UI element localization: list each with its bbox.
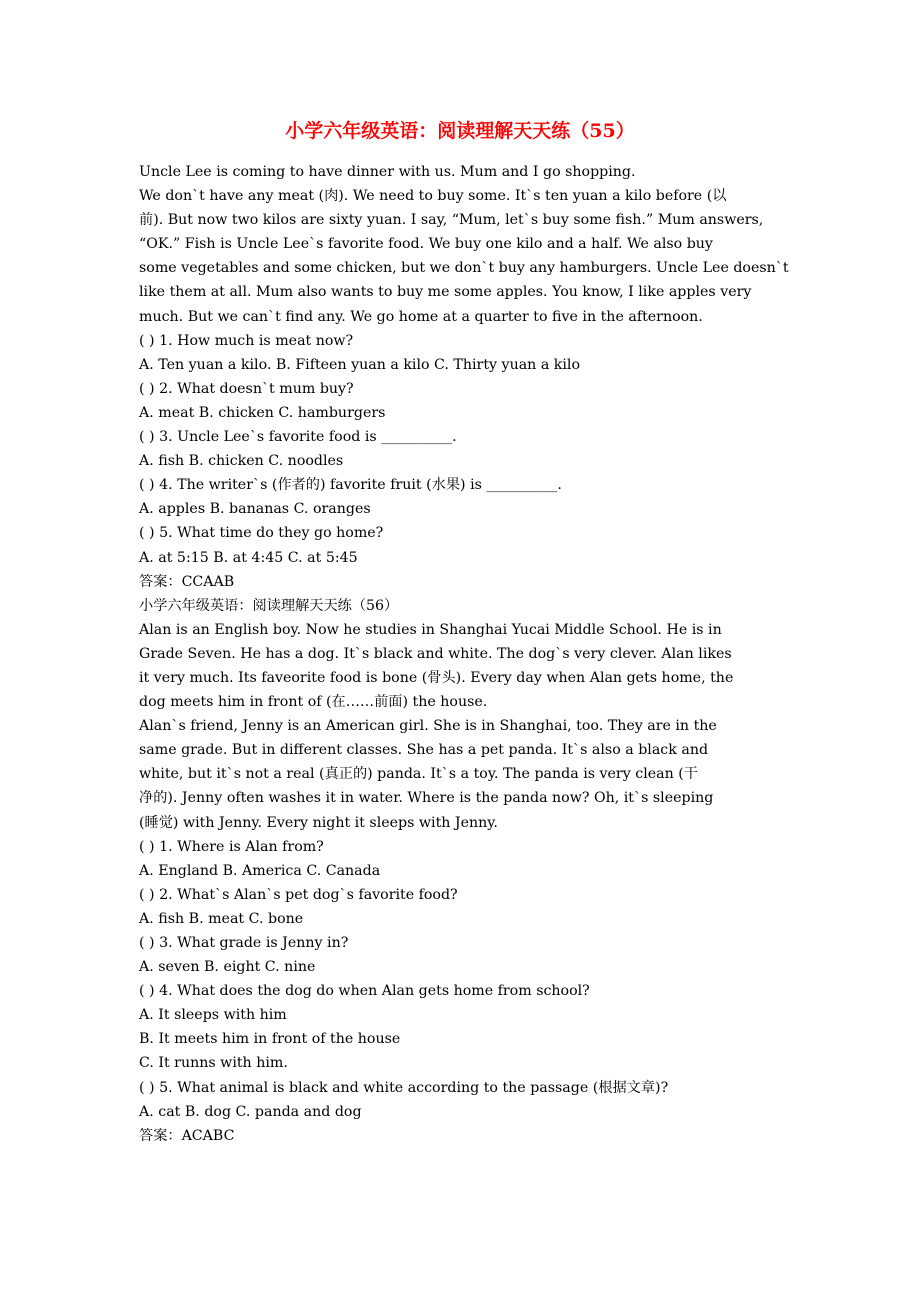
- options-line: C. It runns with him.: [139, 1055, 288, 1072]
- passage-line: (睡觉) with Jenny. Every night it sleeps with Jenny.: [139, 814, 498, 831]
- passage-line: white, but it`s not a real (真正的) panda. It`s a toy. The panda is very clean (干: [139, 766, 698, 783]
- options-line: A. at 5:15 B. at 4:45 C. at 5:45: [139, 549, 358, 566]
- passage-line: We don`t have any meat (肉). We need to buy some. It`s ten yuan a kilo before (以: [139, 188, 727, 205]
- options-line: A. England B. America C. Canada: [139, 862, 381, 879]
- answer-key-2: 答案：ACABC: [139, 1127, 235, 1144]
- passage-line: “OK.” Fish is Uncle Lee`s favorite food. We buy one kilo and a half. We also buy: [139, 236, 713, 253]
- passage-line: Alan is an English boy. Now he studies in Shanghai Yucai Middle School. He is in: [139, 621, 722, 638]
- passage-line: Uncle Lee is coming to have dinner with us. Mum and I go shopping.: [139, 164, 636, 180]
- options-line: A. It sleeps with him: [139, 1007, 287, 1024]
- question-line: ( ) 2. What doesn`t mum buy?: [139, 380, 354, 397]
- passage-line: like them at all. Mum also wants to buy me some apples. You know, I like apples very: [139, 284, 752, 301]
- passage-2: [139, 618, 859, 835]
- passage-line: some vegetables and some chicken, but we don`t buy any hamburgers. Uncle Lee doesn`t: [139, 260, 789, 277]
- questions-1: [139, 329, 859, 570]
- question-line: ( ) 4. What does the dog do when Alan gets home from school?: [139, 983, 590, 1000]
- answer-key-1: 答案：CCAAB: [139, 573, 235, 590]
- options-line: A. fish B. chicken C. noodles: [139, 453, 344, 470]
- options-line: A. meat B. chicken C. hamburgers: [139, 404, 386, 421]
- questions-2: [139, 835, 859, 1124]
- options-line: B. It meets him in front of the house: [139, 1031, 401, 1048]
- passage-line: much. But we can`t find any. We go home at a quarter to five in the afternoon.: [139, 308, 703, 325]
- page-title: 小学六年级英语：阅读理解天天练（55）: [285, 120, 635, 142]
- section-title-2: 小学六年级英语：阅读理解天天练（56）: [139, 597, 399, 614]
- options-line: A. fish B. meat C. bone: [139, 910, 304, 927]
- question-line: ( ) 2. What`s Alan`s pet dog`s favorite food?: [139, 886, 458, 903]
- passage-1: [139, 160, 859, 329]
- question-line: ( ) 3. Uncle Lee`s favorite food is __________.: [139, 429, 457, 446]
- question-line: ( ) 4. The writer`s (作者的) favorite fruit (水果) is __________.: [139, 477, 562, 494]
- document-body: [139, 160, 859, 1148]
- question-line: ( ) 5. What time do they go home?: [139, 525, 384, 542]
- passage-line: Alan`s friend, Jenny is an American girl. She is in Shanghai, too. They are in the: [139, 718, 717, 735]
- question-line: ( ) 3. What grade is Jenny in?: [139, 935, 349, 951]
- question-line: ( ) 1. Where is Alan from?: [139, 838, 324, 855]
- question-line: ( ) 5. What animal is black and white according to the passage (根据文章)?: [139, 1079, 669, 1096]
- options-line: A. seven B. eight C. nine: [139, 959, 316, 976]
- passage-line: 净的). Jenny often washes it in water. Where is the panda now? Oh, it`s sleeping: [139, 790, 714, 807]
- options-line: A. cat B. dog C. panda and dog: [139, 1103, 362, 1120]
- passage-line: same grade. But in different classes. She has a pet panda. It`s also a black and: [139, 742, 709, 759]
- options-line: A. Ten yuan a kilo. B. Fifteen yuan a kilo C. Thirty yuan a kilo: [139, 356, 581, 373]
- question-line: ( ) 1. How much is meat now?: [139, 332, 354, 349]
- passage-line: it very much. Its faveorite food is bone (骨头). Every day when Alan gets home, the: [139, 669, 734, 686]
- options-line: A. apples B. bananas C. oranges: [139, 501, 371, 518]
- passage-line: dog meets him in front of (在……前面) the house.: [139, 694, 488, 711]
- passage-line: 前). But now two kilos are sixty yuan. I say, “Mum, let`s buy some fish.” Mum answers,: [139, 212, 764, 229]
- passage-line: Grade Seven. He has a dog. It`s black and white. The dog`s very clever. Alan likes: [139, 645, 732, 662]
